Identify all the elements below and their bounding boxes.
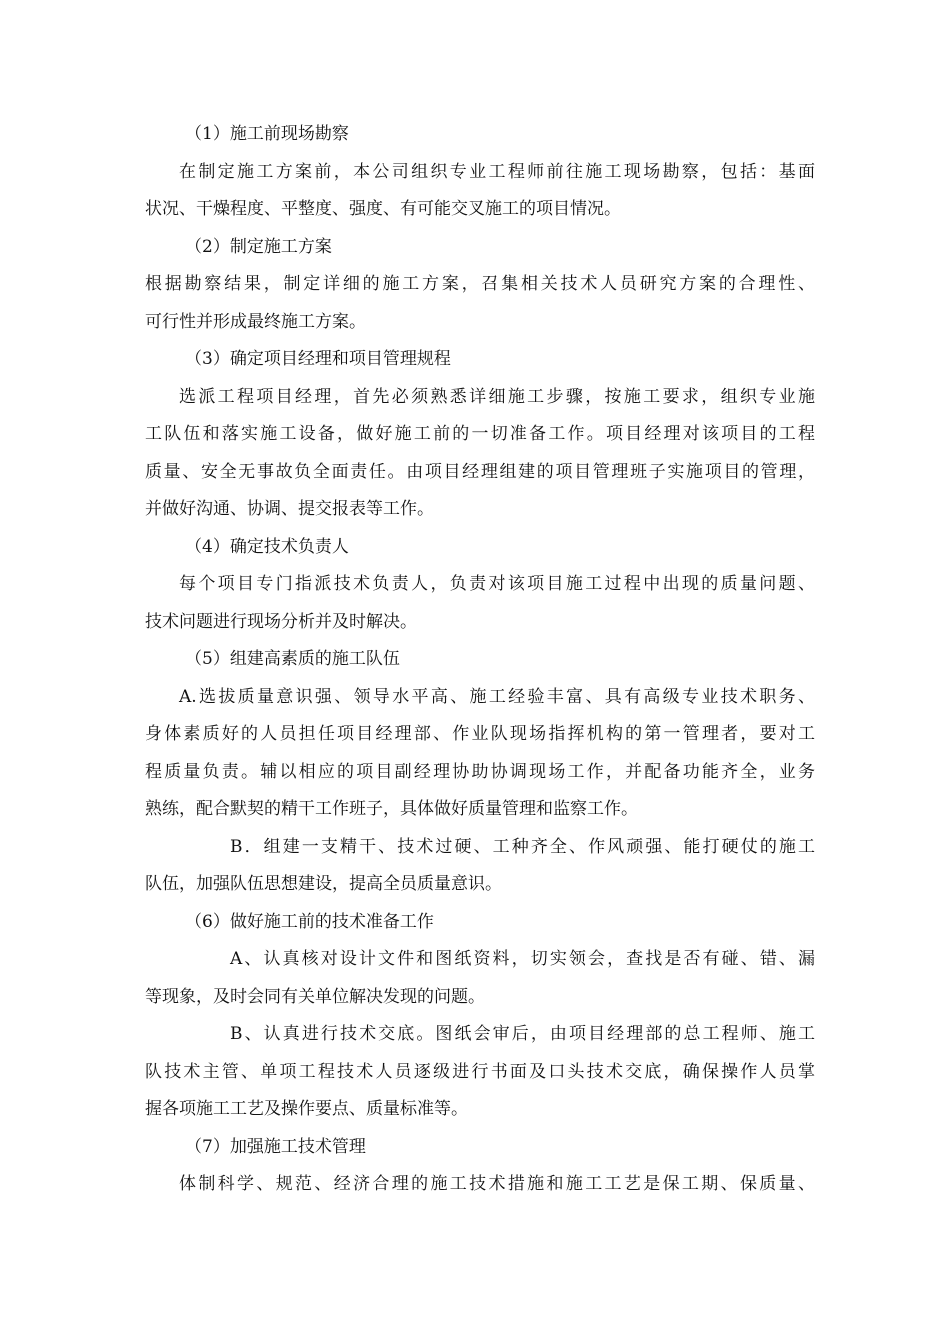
paragraph-line: 并做好沟通、协调、提交报表等工作。 — [145, 499, 434, 519]
paragraph-line: 握各项施工工艺及操作要点、质量标准等。 — [145, 1099, 468, 1119]
paragraph-line: 身体素质好的人员担任项目经理部、作业队现场指挥机构的第一管理者，要对工 — [145, 724, 815, 744]
paragraph-line: 队伍，加强队伍思想建设，提高全员质量意识。 — [145, 874, 502, 894]
paragraph-line: B．组建一支精干、技术过硬、工种齐全、作风顽强、能打硬仗的施工 — [230, 836, 815, 857]
paragraph-line: 质量、安全无事故负全面责任。由项目经理组建的项目管理班子实施项目的管理， — [145, 461, 815, 482]
paragraph-line: 状况、干燥程度、平整度、强度、有可能交叉施工的项目情况。 — [145, 199, 621, 219]
section-heading-3: （3）确定项目经理和项目管理规程 — [185, 349, 451, 369]
section-heading-4: （4）确定技术负责人 — [185, 536, 349, 557]
document-page — [145, 116, 815, 1204]
paragraph-line: A、认真核对设计文件和图纸资料，切实领会，查找是否有碰、错、漏 — [230, 949, 815, 969]
paragraph-line: 等现象，及时会同有关单位解决发现的问题。 — [145, 986, 485, 1007]
paragraph-line: 队技术主管、单项工程技术人员逐级进行书面及口头技术交底，确保操作人员掌 — [145, 1061, 815, 1082]
paragraph-line: 程质量负责。辅以相应的项目副经理协助协调现场工作，并配备功能齐全，业务 — [145, 761, 815, 782]
paragraph-line: 工队伍和落实施工设备，做好施工前的一切准备工作。项目经理对该项目的工程 — [145, 424, 815, 444]
paragraph-line: A.选拔质量意识强、领导水平高、施工经验丰富、具有高级专业技术职务、 — [179, 686, 815, 707]
paragraph-line: B、认真进行技术交底。图纸会审后，由项目经理部的总工程师、施工 — [230, 1024, 815, 1044]
section-heading-2: （2）制定施工方案 — [185, 236, 332, 257]
paragraph-line: 可行性并形成最终施工方案。 — [145, 311, 366, 332]
paragraph-line: 体制科学、规范、经济合理的施工技术措施和施工工艺是保工期、保质量、 — [179, 1174, 815, 1194]
section-heading-7: （7）加强施工技术管理 — [185, 1136, 366, 1157]
section-heading-6: （6）做好施工前的技术准备工作 — [185, 911, 434, 932]
paragraph-line: 选派工程项目经理，首先必须熟悉详细施工步骤，按施工要求，组织专业施 — [179, 386, 815, 407]
section-heading-1: （1）施工前现场勘察 — [185, 124, 349, 144]
paragraph-line: 在制定施工方案前，本公司组织专业工程师前往施工现场勘察，包括：基面 — [179, 161, 815, 182]
section-heading-5: （5）组建高素质的施工队伍 — [185, 649, 400, 669]
paragraph-line: 根据勘察结果，制定详细的施工方案，召集相关技术人员研究方案的合理性、 — [145, 274, 815, 294]
paragraph-line: 技术问题进行现场分析并及时解决。 — [145, 611, 417, 632]
paragraph-line: 熟练，配合默契的精干工作班子，具体做好质量管理和监察工作。 — [145, 799, 638, 819]
paragraph-line: 每个项目专门指派技术负责人，负责对该项目施工过程中出现的质量问题、 — [179, 574, 815, 594]
